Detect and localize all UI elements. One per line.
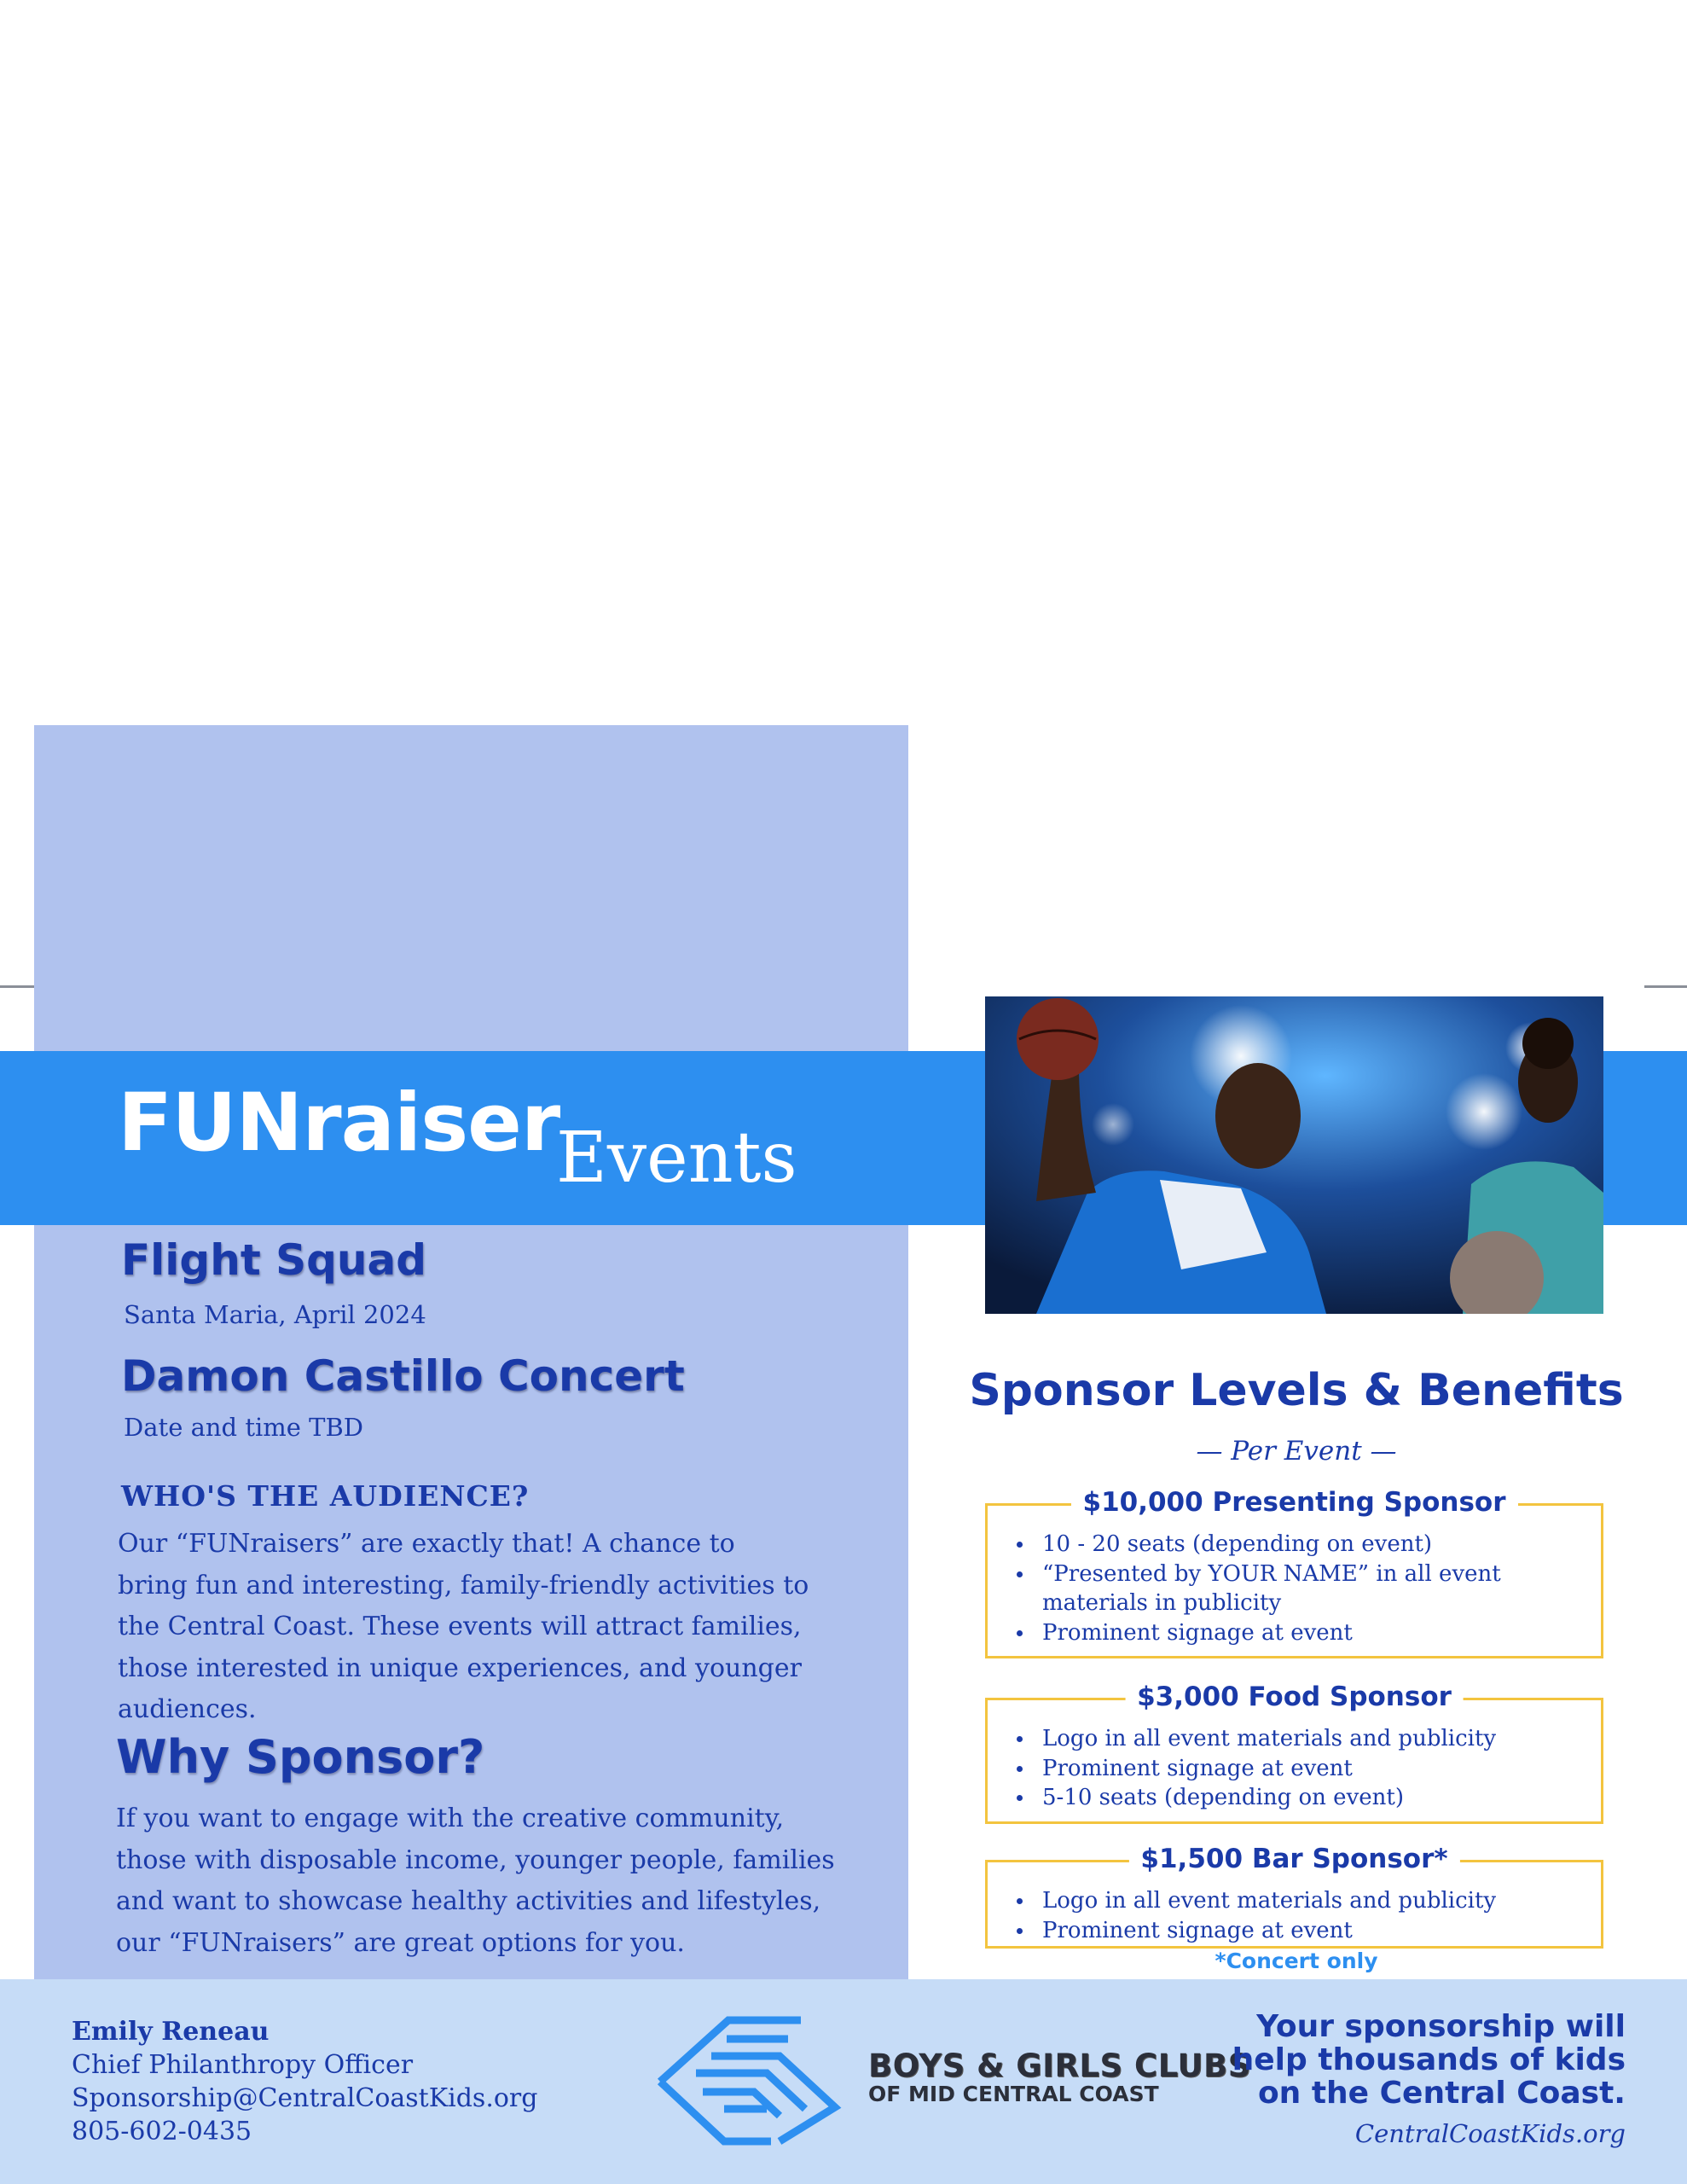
tagline — [1232, 2010, 1626, 2110]
logo-icon — [652, 2013, 856, 2148]
why-line: those with disposable income, younger people, families — [116, 1844, 835, 1875]
tier-bar — [985, 1844, 1603, 1949]
tier-presenting — [985, 1487, 1603, 1658]
benefit-item: “Presented by YOUR NAME” in all event materials in publicity — [1013, 1560, 1584, 1618]
benefit-item: Prominent signage at event — [1013, 1916, 1584, 1946]
benefit-item: Prominent signage at event — [1013, 1618, 1584, 1648]
tier-title: $3,000 Food Sponsor — [1125, 1682, 1464, 1712]
photo-illustration — [985, 996, 1603, 1314]
tagline-line: on the Central Coast. — [1257, 2076, 1626, 2111]
benefit-item: 10 - 20 seats (depending on event) — [1013, 1530, 1584, 1560]
why-sponsor-heading: Why Sponsor? — [116, 1730, 485, 1784]
contact-phone: 805-602-0435 — [72, 2117, 252, 2146]
org-name: BOYS & GIRLS CLUBS — [868, 2048, 1251, 2084]
edge-rule-right — [1644, 985, 1687, 988]
audience-line: audiences. — [118, 1694, 257, 1724]
tier-food — [985, 1682, 1603, 1824]
contact-title: Chief Philanthropy Officer — [72, 2050, 414, 2080]
tagline-line: Your sponsorship will — [1256, 2009, 1626, 2044]
edge-rule-left — [0, 985, 34, 988]
audience-line: bring fun and interesting, family-friendly activities to — [118, 1570, 809, 1600]
tier-benefits — [1013, 1530, 1584, 1647]
why-sponsor-paragraph — [116, 1798, 892, 1964]
audience-paragraph — [118, 1524, 885, 1731]
page-title: FUNraiser — [118, 1077, 560, 1170]
contact-name: Emily Reneau — [72, 2017, 270, 2047]
tier-benefits — [1013, 1886, 1584, 1945]
tier-title: $10,000 Presenting Sponsor — [1071, 1487, 1518, 1518]
benefit-item: Logo in all event materials and publicity — [1013, 1724, 1584, 1754]
event-detail-concert: Date and time TBD — [124, 1413, 364, 1442]
benefit-item: Logo in all event materials and publicity — [1013, 1886, 1584, 1916]
contact-block — [72, 2015, 537, 2148]
why-line: our “FUNraisers” are great options for you. — [116, 1927, 685, 1958]
audience-line: Our “FUNraisers” are exactly that! A chance to — [118, 1529, 735, 1559]
contact-email: Sponsorship@CentralCoastKids.org — [72, 2083, 538, 2113]
tagline-line: help thousands of kids — [1232, 2042, 1626, 2077]
tier-benefits — [1013, 1724, 1584, 1813]
tier-title: $1,500 Bar Sponsor* — [1128, 1844, 1459, 1874]
org-subtitle: OF MID CENTRAL COAST — [868, 2082, 1159, 2106]
page-subtitle: Events — [556, 1118, 797, 1199]
website-link[interactable]: CentralCoastKids.org — [1354, 2119, 1626, 2148]
boys-girls-clubs-hands-logo — [652, 2013, 856, 2148]
benefit-item: Prominent signage at event — [1013, 1754, 1584, 1784]
benefit-item: 5-10 seats (depending on event) — [1013, 1783, 1584, 1813]
audience-heading: WHO'S THE AUDIENCE? — [121, 1479, 530, 1513]
event-detail-flight-squad: Santa Maria, April 2024 — [124, 1300, 426, 1329]
event-title-concert: Damon Castillo Concert — [121, 1351, 685, 1401]
concert-only-note: *Concert only — [1215, 1949, 1378, 1973]
audience-line: the Central Coast. These events will attract families, — [118, 1612, 802, 1641]
basketball-players-photo — [985, 996, 1603, 1314]
per-event-label: — Per Event — — [1196, 1436, 1397, 1467]
audience-line: those interested in unique experiences, and younger — [118, 1653, 802, 1683]
why-line: and want to showcase healthy activities and lifestyles, — [116, 1886, 821, 1916]
why-line: If you want to engage with the creative community, — [116, 1804, 785, 1833]
event-title-flight-squad: Flight Squad — [121, 1235, 427, 1285]
sponsor-heading: Sponsor Levels & Benefits — [969, 1365, 1624, 1416]
